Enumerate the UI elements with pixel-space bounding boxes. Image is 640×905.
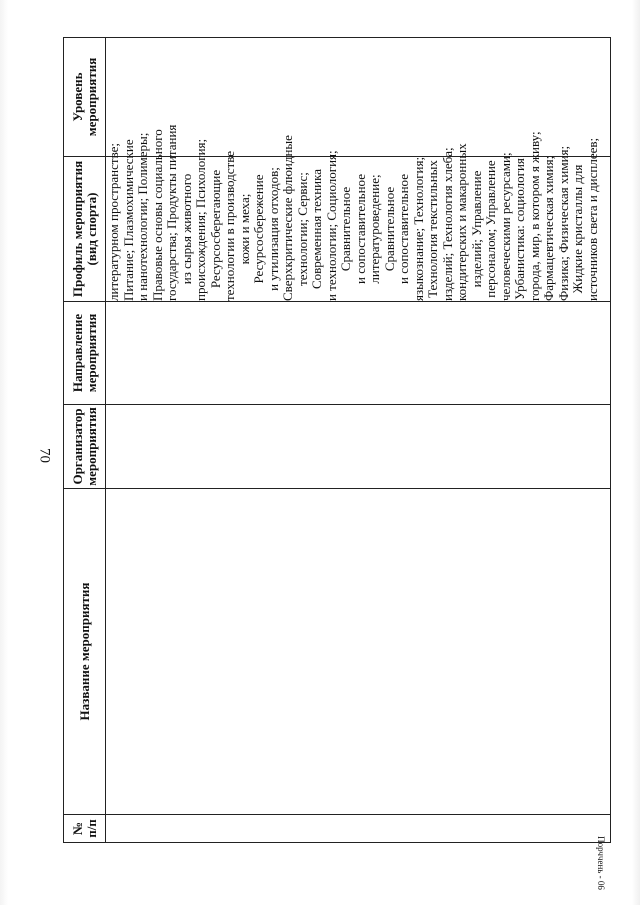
header-num: № п/п: [64, 815, 106, 843]
cell-name: [106, 489, 611, 815]
profile-line: Фармацевтическая химия;: [541, 155, 556, 301]
profile-line: Сравнительное: [381, 186, 397, 272]
profile-line: человеческими ресурсами;: [497, 152, 513, 301]
profile-line: литературоведение;: [367, 174, 382, 284]
header-profile-line2: (вид спорта): [83, 192, 99, 266]
profile-line: и технологии; Социология;: [323, 150, 339, 301]
profile-line: и нанотехнологии; Полимеры;: [135, 132, 150, 301]
profile-line: персоналом; Управление: [483, 160, 498, 298]
header-direction: Направление мероприятия: [64, 302, 106, 405]
profile-line: происхождения; Психология;: [193, 138, 208, 301]
profile-line: Питание; Плазмохимические: [120, 139, 136, 301]
table-row: [106, 38, 611, 843]
profile-line: и утилизация отходов;: [265, 167, 281, 291]
profile-line: технологии в производстве: [222, 150, 237, 301]
profile-line: из сырья животного: [178, 173, 194, 285]
profile-line: изделий; Управление: [468, 170, 484, 288]
profile-line: литературном пространстве;: [106, 142, 121, 301]
profile-line: Физика; Физическая химия;: [555, 145, 571, 301]
footer-note: Порччень - 06: [596, 836, 606, 890]
profile-line: кожи и меха;: [236, 193, 252, 265]
profile-line: государства; Продукты питания: [164, 124, 179, 301]
profile-line: Жидкие кристаллы для: [570, 164, 585, 294]
profile-line: Ресурсосберегающие: [207, 169, 223, 289]
rotated-table: [63, 38, 608, 843]
cell-profile: [106, 124, 611, 302]
profile-line: Правовые основы социального: [149, 129, 165, 301]
profile-line: изделий; Технология хлеба;: [439, 147, 455, 301]
profile-line: источников света и дисплеев;: [584, 137, 600, 301]
cell-organizer: [106, 405, 611, 489]
profile-line: Современная техника: [309, 168, 324, 290]
table-header-row: [64, 38, 106, 843]
header-level: Уровень мероприятия: [64, 38, 106, 157]
profile-line: Сверхкритические флюидные: [280, 135, 295, 301]
profile-line: Ресурсосбережение: [251, 174, 266, 284]
cell-num: [106, 815, 611, 843]
profile-line: города, мир, в котором я живу;: [526, 131, 542, 301]
profile-line: Технология текстильных: [425, 160, 440, 298]
header-profile-line1: Профиль мероприятия: [69, 160, 85, 298]
profile-text: [106, 124, 600, 301]
profile-line: языкознание; Технология;: [410, 156, 426, 301]
profile-line: технологии; Сервис;: [294, 172, 310, 286]
cell-direction: [106, 302, 611, 405]
events-table: [63, 37, 611, 843]
header-name: Название мероприятия: [64, 489, 106, 815]
header-organizer: Организатор мероприятия: [64, 405, 106, 489]
profile-line: Урбанистика: социология: [512, 158, 527, 300]
profile-line: кондитерских и макаронных: [454, 143, 469, 301]
profile-line: и сопоставительное: [396, 174, 411, 284]
profile-line: и сопоставительное: [352, 174, 368, 284]
profile-line: Сравнительное: [338, 186, 353, 272]
table-container: [63, 38, 608, 843]
page-number: 70: [36, 448, 53, 463]
header-profile: [64, 157, 106, 302]
